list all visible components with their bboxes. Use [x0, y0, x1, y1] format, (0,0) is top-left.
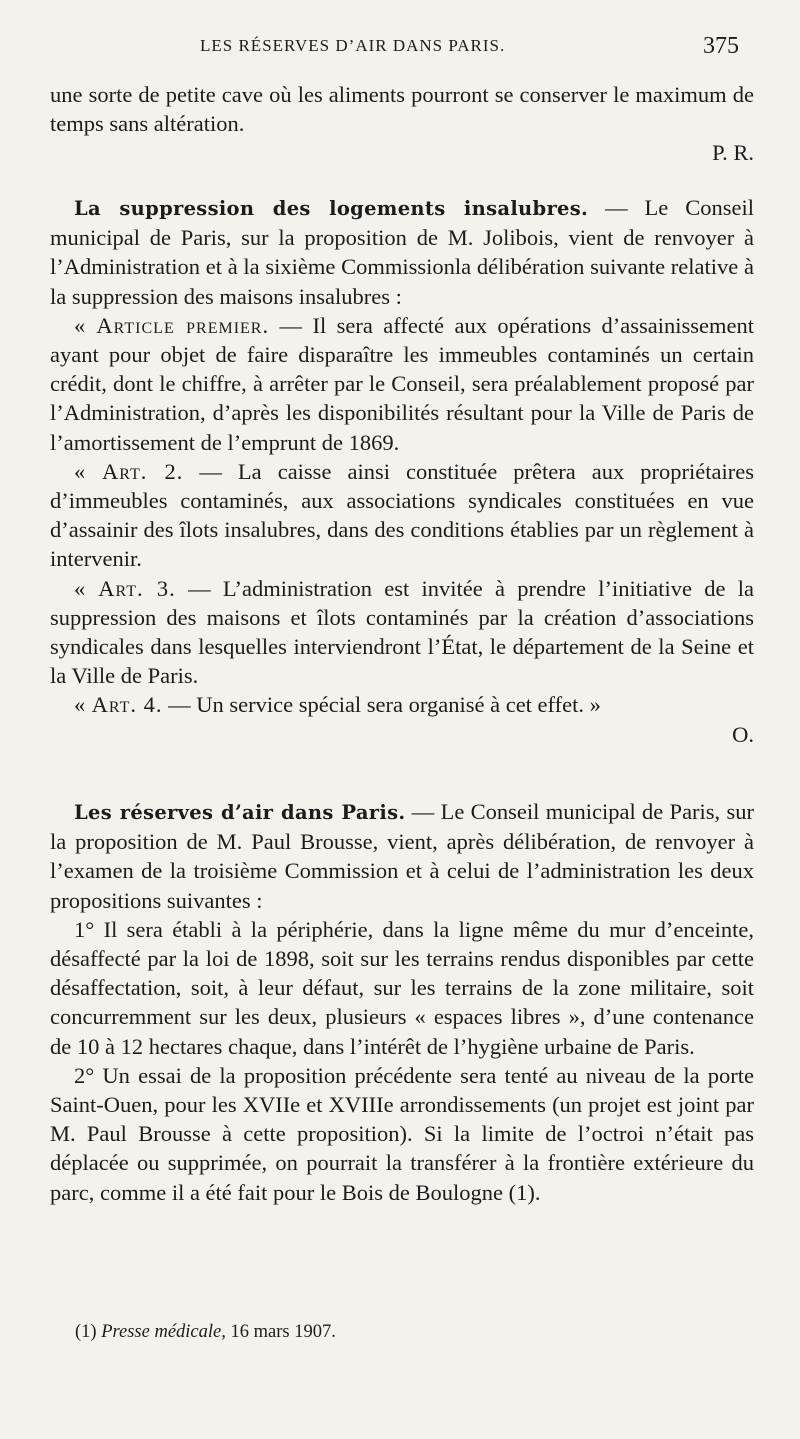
- footnote-source: Presse médicale,: [101, 1322, 226, 1342]
- proposition-1: 1° Il sera établi à la périphérie, dans la ligne même du mur d’enceinte, désaffecté par la loi de 1898, soit sur les terrains rendus disponibles par cette désaffectation, soit, à leur défaut, sur les terrains de la zone militaire, soit concurremment sur les deux, plusieurs « espaces libres », d’une contenance de 10 à 12 hectares chaque, dans l’intérêt de l’hygiène urbaine de Paris.: [50, 916, 754, 1059]
- footnote: [75, 1322, 336, 1343]
- section-title: La suppression des logements insalubres.: [74, 197, 589, 220]
- article-2: [50, 457, 754, 574]
- article-3: [50, 574, 754, 691]
- article-label: « Art. 2.: [74, 458, 184, 484]
- intro-text: — Le Conseil municipal de Paris, sur la proposition de M. Paul Brousse, vient, après délibération, de renvoyer à l’examen de la troisième Commission et à celui de l’administration les deux propositions suivantes :: [50, 799, 754, 913]
- section-logements-insalubres: [50, 193, 754, 749]
- article-label: « Art. 4.: [74, 692, 163, 718]
- footnote-date: 16 mars 1907.: [225, 1322, 336, 1342]
- running-title: LES RÉSERVES D’AIR DANS PARIS.: [200, 36, 506, 55]
- section-intro: [50, 193, 754, 311]
- proposition-2: 2° Un essai de la proposition précédente sera tenté au niveau de la porte Saint-Ouen, pour les XVIIe et XVIIIe arrondissements (un projet est joint par M. Paul Brousse à cette proposition). Si la limite de l’octroi n’était pas déplacée ou supprimée, on pourrait la transférer à la frontière extérieure du parc, comme il a été fait pour le Bois de Boulogne (1).: [50, 1062, 754, 1205]
- article-label: « Art. 3.: [74, 575, 176, 601]
- article-text: — Un service spécial sera organisé à cet effet. »: [162, 692, 601, 718]
- article-text: — La caisse ainsi constituée prêtera aux propriétaires d’immeubles contaminés, aux associations syndicales constituées en vue d’assainir des îlots insalubres, dans des conditions établies par un règlement à intervenir.: [50, 458, 754, 572]
- article-1: [50, 311, 754, 457]
- article-label: « Article premier.: [74, 312, 270, 338]
- article-text: — Il sera affecté aux opérations d’assainissement ayant pour objet de faire disparaître les immeubles contaminés un certain crédit, dont le chiffre, à arrêter par le Conseil, sera préalablement proposé par l’Administration, d’après les disponibilités résultant pour la Ville de Paris de l’amortissement de l’emprunt de 1869.: [50, 312, 754, 455]
- section-continuation: [50, 80, 754, 168]
- author-signature: P. R.: [712, 140, 754, 166]
- continuation-paragraph: une sorte de petite cave où les aliments pourront se conserver le maximum de temps sans altération.: [50, 82, 754, 137]
- article-4: [50, 690, 754, 719]
- section-reserves-air: [50, 797, 754, 1207]
- section-title: Les réserves d’air dans Paris.: [74, 801, 406, 824]
- section-intro: [50, 797, 754, 915]
- footnote-marker: (1): [75, 1322, 102, 1342]
- author-signature: O.: [732, 721, 754, 747]
- page-number: 375: [703, 33, 739, 59]
- intro-text: — Le Conseil municipal de Paris, sur la proposition de M. Jolibois, vient de renvoyer à l’Administration et à la sixième Commissionla délibération suivante relative à la suppression des maisons insalubres :: [50, 195, 754, 309]
- article-text: — L’administration est invitée à prendre l’initiative de la suppression des maisons et îlots contaminés par la création d’associations syndicales dans lesquelles interviendront l’État, le département de la Seine et la Ville de Paris.: [50, 575, 755, 689]
